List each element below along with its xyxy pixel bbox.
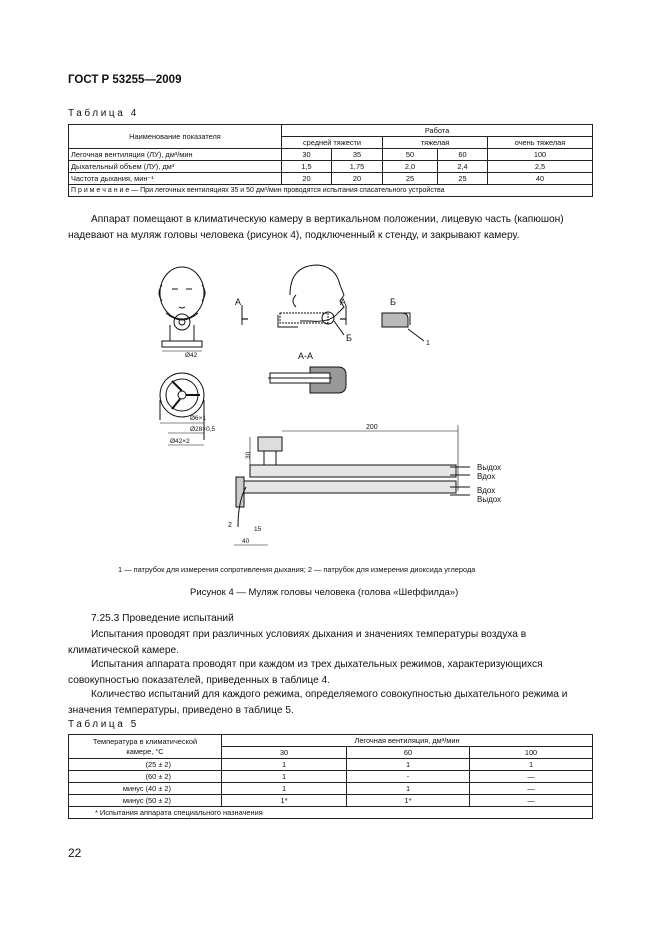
dim-15: 15 <box>254 526 262 533</box>
table5-note: * Испытания аппарата специального назначения <box>69 807 593 819</box>
dim-30: 30 <box>245 451 252 459</box>
label-a-right: А <box>340 297 347 307</box>
table4-row-name: Легочная вентиляция (ЛУ), дм³/мин <box>69 149 282 161</box>
table-cell: 60 <box>438 149 488 161</box>
dim-d42: Ø42 <box>185 352 198 359</box>
label-n1: 1 <box>426 340 430 347</box>
table-cell: 35 <box>332 149 383 161</box>
figure-legend: 1 — патрубок для измерения сопротивления дыхания; 2 — патрубок для измерения диоксида углерода <box>118 565 476 574</box>
table5-caption: Таблица 5 <box>68 719 139 730</box>
table4-row-name: Частота дыхания, мин⁻¹ <box>69 173 282 185</box>
table-cell: 25 <box>438 173 488 185</box>
table-cell: 20 <box>282 173 332 185</box>
dim-d28: Ø28×0,5 <box>190 426 216 433</box>
table-cell: 1* <box>222 795 347 807</box>
label-b: Б <box>346 333 352 343</box>
detail-b-view <box>382 297 430 347</box>
table5-subheader: 60 <box>347 747 470 759</box>
paragraph: Испытания аппарата проводят при каждом из трех дыхательных режимов, характеризующихся совокупностью показателей, приведенных в таблице 4. <box>68 659 543 686</box>
table-cell: — <box>470 795 593 807</box>
table5-row-name: (25 ± 2) <box>69 759 222 771</box>
figure-4-drawing <box>150 255 530 565</box>
label-exhale-1: Выдох <box>477 463 502 472</box>
table-row <box>69 149 593 161</box>
table4-group-header: Работа <box>282 125 593 137</box>
table-cell: 2,4 <box>438 161 488 173</box>
head-top-view <box>160 373 216 445</box>
figure-caption: Рисунок 4 — Муляж головы человека (голова «Шеффилда») <box>190 587 459 598</box>
table-cell: 30 <box>282 149 332 161</box>
document-header: ГОСТ Р 53255—2009 <box>68 74 182 86</box>
table-cell: 1 <box>222 783 347 795</box>
table-cell: 50 <box>383 149 438 161</box>
table-row <box>69 173 593 185</box>
table-cell: 25 <box>383 173 438 185</box>
table-row <box>69 783 593 795</box>
table-row <box>69 795 593 807</box>
table-cell: 1,5 <box>282 161 332 173</box>
table5-subheader: 100 <box>470 747 593 759</box>
dim-d42x2: Ø42×2 <box>170 438 190 445</box>
label-n2: 2 <box>228 522 232 529</box>
table4 <box>68 124 593 197</box>
table5-group-header: Легочная вентиляция, дм³/мин <box>222 735 593 747</box>
dim-d6: Ø6×1 <box>190 415 207 422</box>
paragraph-intro: Аппарат помещают в климатическую камеру в вертикальном положении, лицевую часть (капюшон) надевают на муляж головы человека (рисунок 4), подключенный к стенду, и закрывают камеру. <box>68 214 564 241</box>
table-cell: — <box>470 783 593 795</box>
table-cell: 40 <box>488 173 593 185</box>
table-cell: 20 <box>332 173 383 185</box>
table5-row-name: минус (50 ± 2) <box>69 795 222 807</box>
section-title: 7.25.3 Проведение испытаний <box>91 613 234 624</box>
table5-row-name: минус (40 ± 2) <box>69 783 222 795</box>
label-exhale-2: Выдох <box>477 495 502 504</box>
dim-200: 200 <box>366 424 378 431</box>
label-aa: А-А <box>298 351 314 361</box>
table4-row-name: Дыхательный объем (ЛУ), дм³ <box>69 161 282 173</box>
table-cell: 1 <box>347 759 470 771</box>
table4-subheader: очень тяжелая <box>488 137 593 149</box>
paragraph: Испытания проводят при различных условиях дыхания и значениях температуры воздуха в климатической камере. <box>68 629 527 656</box>
table-cell: 1 <box>470 759 593 771</box>
table4-subheader: тяжелая <box>383 137 488 149</box>
table-cell: 1 <box>347 783 470 795</box>
label-inhale-1: Вдох <box>477 472 496 481</box>
label-inhale-2: Вдох <box>477 486 496 495</box>
label-detail-b: Б <box>390 297 396 307</box>
table-row <box>69 759 593 771</box>
table5-subheader: 30 <box>222 747 347 759</box>
table-cell: 1,75 <box>332 161 383 173</box>
table4-note: П р и м е ч а н и е — При легочных вентиляциях 35 и 50 дм³/мин проводятся испытания спасательного устройства <box>69 185 593 197</box>
table5-col1-header: Температура в климатической камере, °С <box>69 735 222 759</box>
dim-40: 40 <box>242 538 250 545</box>
table-row <box>69 161 593 173</box>
table-cell: 1 <box>222 759 347 771</box>
tube-assembly <box>228 424 501 545</box>
table5 <box>68 734 593 819</box>
table4-caption: Таблица 4 <box>68 108 139 119</box>
section-aa-view <box>268 351 346 393</box>
table-cell: - <box>347 771 470 783</box>
paragraph: Количество испытаний для каждого режима, определяемого совокупностью дыхательного режима и значения температуры, приведено в таблице 5. <box>68 689 568 716</box>
table-cell: 100 <box>488 149 593 161</box>
table-row <box>69 771 593 783</box>
table-cell: 1 <box>222 771 347 783</box>
label-a-left: А <box>235 297 242 307</box>
table-cell: 2,0 <box>383 161 438 173</box>
page-number: 22 <box>68 846 82 860</box>
table5-row-name: (60 ± 2) <box>69 771 222 783</box>
table4-col1-header: Наименование показателя <box>69 125 282 149</box>
table-cell: — <box>470 771 593 783</box>
table4-subheader: средней тяжести <box>282 137 383 149</box>
table-cell: 1* <box>347 795 470 807</box>
table-cell: 2,5 <box>488 161 593 173</box>
head-side-view <box>235 265 352 343</box>
head-front-view <box>159 267 205 359</box>
